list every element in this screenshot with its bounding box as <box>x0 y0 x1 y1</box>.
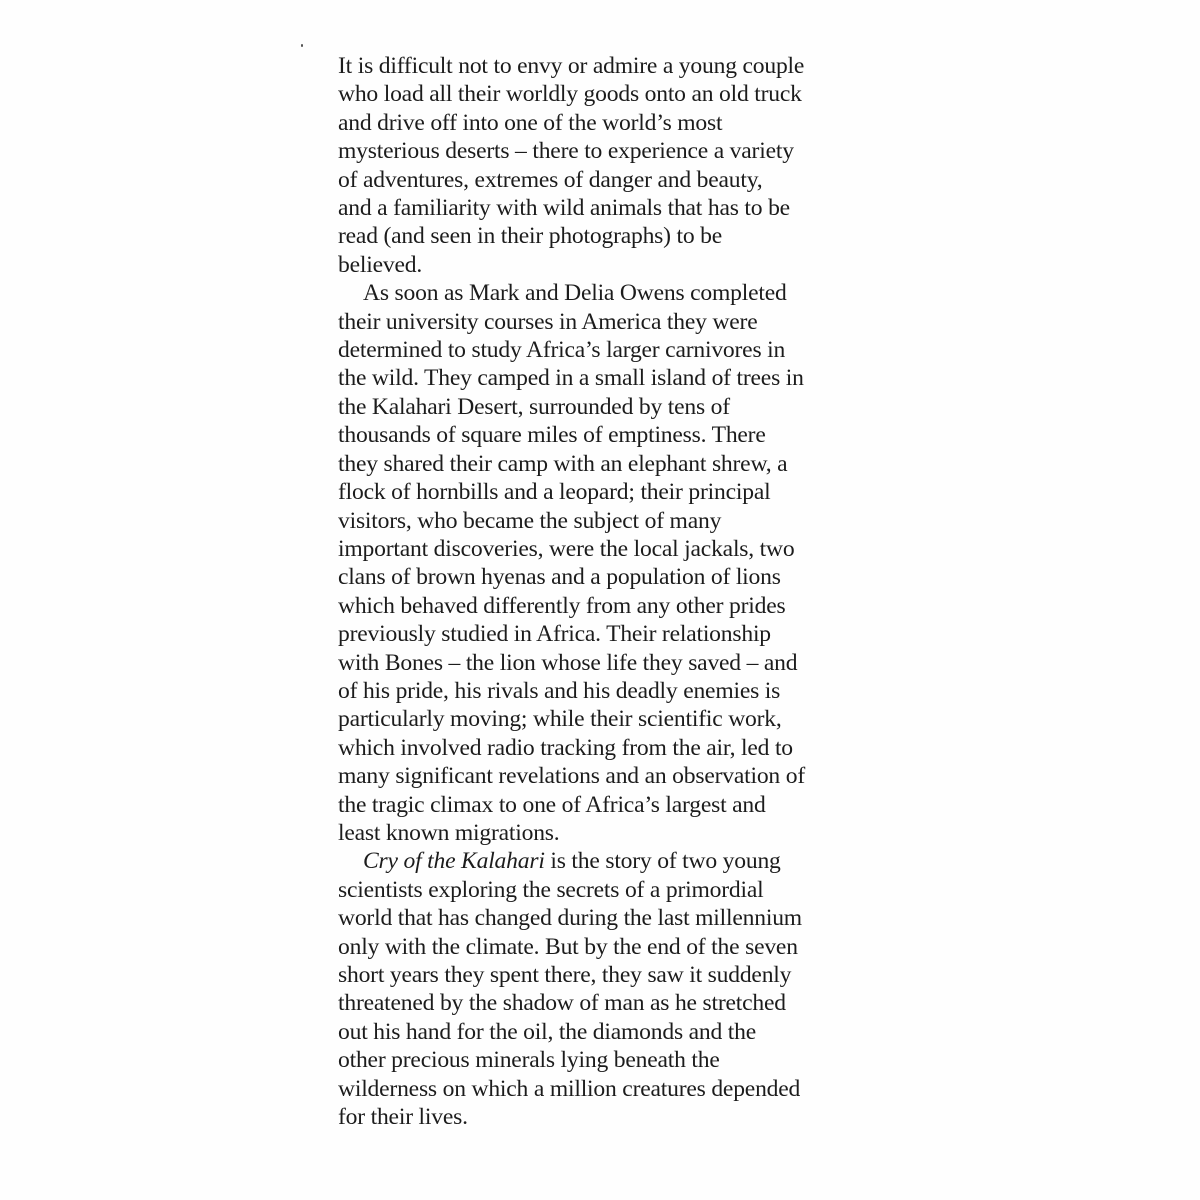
text-line: who load all their worldly goods onto an old truck <box>338 81 802 108</box>
text-line: It is difficult not to envy or admire a young couple <box>338 53 805 79</box>
paragraph-2 <box>338 279 878 847</box>
text-line: and a familiarity with wild animals that has to be <box>338 195 790 222</box>
text-line: As soon as Mark and Delia Owens completed <box>363 280 787 307</box>
text-line: short years they spent there, they saw it suddenly <box>338 962 792 988</box>
text-line: scientists exploring the secrets of a primordial <box>338 876 764 903</box>
text-line: of adventures, extremes of danger and beauty, <box>338 166 763 193</box>
text-line: thousands of square miles of emptiness. There <box>338 422 766 449</box>
text-line <box>338 847 878 875</box>
text-line: out his hand for the oil, the diamonds and the <box>338 1018 757 1045</box>
text-line: they shared their camp with an elephant shrew, a <box>338 450 788 477</box>
text-line: read (and seen in their photographs) to be <box>338 223 723 250</box>
text-line: visitors, who became the subject of many <box>338 507 722 534</box>
blurb-text <box>338 52 878 1131</box>
text-line: particularly moving; while their scientific work, <box>338 706 782 733</box>
text-line: flock of hornbills and a leopard; their principal <box>338 479 771 506</box>
text-line: believed. <box>338 251 423 278</box>
text-line: many significant revelations and an observation of <box>338 763 805 790</box>
text-line: threatened by the shadow of man as he stretched <box>338 990 786 1017</box>
text-line: previously studied in Africa. Their relationship <box>338 621 771 648</box>
text-line: which behaved differently from any other prides <box>338 592 786 619</box>
text-line: wilderness on which a million creatures depended <box>338 1075 801 1102</box>
text-line: the Kalahari Desert, surrounded by tens of <box>338 393 730 420</box>
text-line: least known migrations. <box>338 819 560 846</box>
text-line: determined to study Africa’s larger carnivores in <box>338 337 786 364</box>
text-line: which involved radio tracking from the air, led to <box>338 734 793 761</box>
text-line: the tragic climax to one of Africa’s largest and <box>338 791 766 818</box>
text-line: their university courses in America they were <box>338 308 758 335</box>
scan-speck <box>301 44 303 47</box>
paragraph-3 <box>338 847 878 1131</box>
text-line: other precious minerals lying beneath the <box>338 1047 720 1074</box>
text-line: of his pride, his rivals and his deadly enemies is <box>338 677 781 704</box>
text-line: world that has changed during the last millennium <box>338 905 802 932</box>
text-line: the wild. They camped in a small island of trees in <box>338 365 804 392</box>
text-line: clans of brown hyenas and a population of lions <box>338 564 781 591</box>
text-line: only with the climate. But by the end of the seven <box>338 933 798 960</box>
text-line: and drive off into one of the world’s most <box>338 109 723 136</box>
text-line: for their lives. <box>338 1104 468 1131</box>
paragraph-1 <box>338 52 878 279</box>
text-line: important discoveries, were the local jackals, two <box>338 535 795 562</box>
text-fragment: is the story of two young <box>544 848 781 875</box>
text-line: with Bones – the lion whose life they saved – and <box>338 649 798 676</box>
book-title: Cry of the Kalahari <box>363 848 545 875</box>
text-line: mysterious deserts – there to experience a variety <box>338 138 794 165</box>
